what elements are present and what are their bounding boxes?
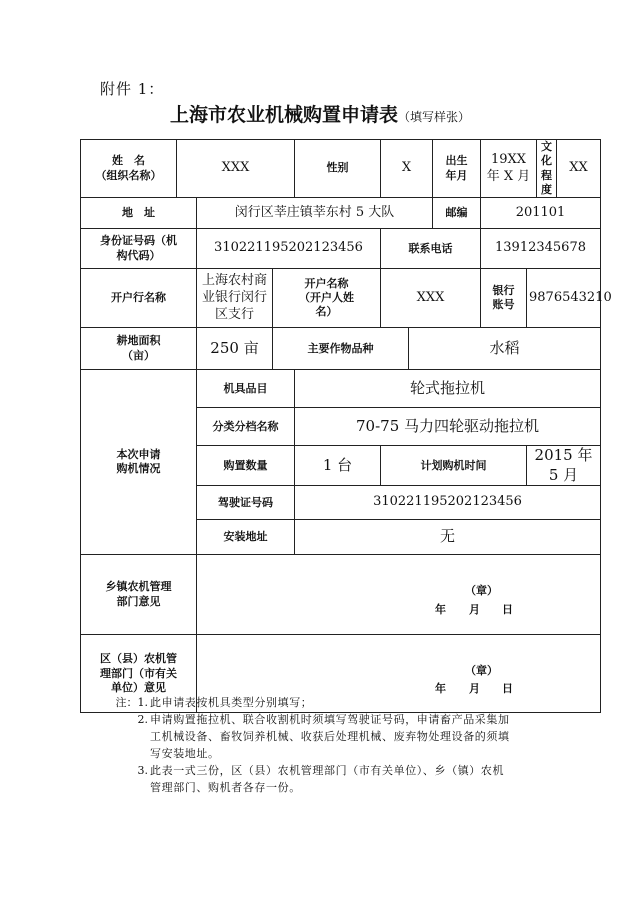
- postcode-value[interactable]: 201101: [481, 198, 601, 229]
- land-area-label: 耕地面积 （亩）: [81, 328, 197, 370]
- birth-value[interactable]: 19XX 年 X 月: [481, 140, 537, 198]
- planned-time-label: 计划购机时间: [381, 446, 527, 486]
- license-label: 驾驶证号码: [197, 486, 295, 520]
- gender-label: 性别: [295, 140, 381, 198]
- planned-time-value[interactable]: 2015 年 5 月: [527, 446, 601, 486]
- form-title: [0, 100, 640, 127]
- note-line: 工机械设备、畜牧饲养机械、收获后处理机械、废弃物处理设备的须填: [150, 730, 510, 743]
- town-opinion-field[interactable]: [197, 555, 601, 635]
- row-town-opinion: [81, 555, 601, 635]
- bank-name-value[interactable]: 上海农村商 业银行闵行 区支行: [197, 269, 273, 328]
- note-line: 管理部门、购机者各存一份。: [150, 781, 301, 794]
- note-line: 注：1. 此申请表按机具类型分别填写；: [112, 694, 552, 711]
- row-land: [81, 328, 601, 370]
- row-machine-item: [81, 370, 601, 408]
- address-value[interactable]: 闵行区莘庄镇莘东村 5 大队: [197, 198, 433, 229]
- district-date-year: 年: [435, 682, 446, 696]
- install-address-value[interactable]: 无: [295, 520, 601, 555]
- id-number-value[interactable]: 310221195202123456: [197, 229, 381, 269]
- notes-section: [112, 694, 552, 796]
- notes-prefix: 注：1.: [115, 696, 148, 709]
- bank-account-label: 银行 账号: [481, 269, 527, 328]
- phone-value[interactable]: 13912345678: [481, 229, 601, 269]
- account-holder-label: 开户名称 （开户人姓 名）: [273, 269, 381, 328]
- district-stamp: （章）: [465, 664, 498, 678]
- purchase-info-label: 本次申请 购机情况: [81, 370, 197, 555]
- phone-label: 联系电话: [381, 229, 481, 269]
- note-line: 3. 此表一式三份，区（县）农机管理部门（市有关单位）、乡（镇）农机: [137, 764, 505, 777]
- district-date-month: 月: [469, 682, 480, 696]
- gender-value[interactable]: X: [381, 140, 433, 198]
- attachment-label: 附件 1：: [100, 80, 165, 98]
- category-value[interactable]: 70-75 马力四轮驱动拖拉机: [295, 408, 601, 446]
- district-opinion-label: 区（县）农机管 理部门（市有关 单位）意见: [81, 635, 197, 713]
- row-address: [81, 198, 601, 229]
- address-label: 地 址: [81, 198, 197, 229]
- form-title-note: （填写样张）: [398, 110, 471, 124]
- postcode-label: 邮编: [433, 198, 481, 229]
- install-address-label: 安装地址: [197, 520, 295, 555]
- quantity-value[interactable]: 1 台: [295, 446, 381, 486]
- bank-name-label: 开户行名称: [81, 269, 197, 328]
- name-value[interactable]: XXX: [177, 140, 295, 198]
- district-date-day: 日: [502, 682, 513, 696]
- education-value[interactable]: XX: [557, 140, 601, 198]
- town-date-day: 日: [502, 603, 513, 617]
- machine-item-label: 机具品目: [197, 370, 295, 408]
- bank-account-value[interactable]: 9876543210: [527, 269, 601, 328]
- town-stamp: （章）: [465, 584, 498, 598]
- main-crop-value[interactable]: 水稻: [409, 328, 601, 370]
- application-form-table: [80, 139, 612, 713]
- town-date-month: 月: [469, 603, 480, 617]
- land-area-value[interactable]: 250 亩: [197, 328, 273, 370]
- form-title-main: 上海市农业机械购置申请表: [169, 104, 398, 126]
- row-id: [81, 229, 601, 269]
- category-label: 分类分档名称: [197, 408, 295, 446]
- id-number-label: 身份证号码（机 构代码）: [81, 229, 197, 269]
- row-name: [81, 140, 601, 198]
- row-bank: [81, 269, 601, 328]
- town-date-year: 年: [435, 603, 446, 617]
- note-line: 2. 申请购置拖拉机、联合收割机时须填写驾驶证号码，申请畜产品采集加: [137, 713, 510, 726]
- birth-label: 出生 年月: [433, 140, 481, 198]
- name-label: 姓 名 （组织名称）: [81, 140, 177, 198]
- license-value[interactable]: 310221195202123456: [295, 486, 601, 520]
- account-holder-value[interactable]: XXX: [381, 269, 481, 328]
- machine-item-value[interactable]: 轮式拖拉机: [295, 370, 601, 408]
- note-line: 写安装地址。: [150, 747, 220, 760]
- main-crop-label: 主要作物品种: [273, 328, 409, 370]
- education-label: 文化 程度: [537, 140, 557, 198]
- quantity-label: 购置数量: [197, 446, 295, 486]
- town-opinion-label: 乡镇农机管理 部门意见: [81, 555, 197, 635]
